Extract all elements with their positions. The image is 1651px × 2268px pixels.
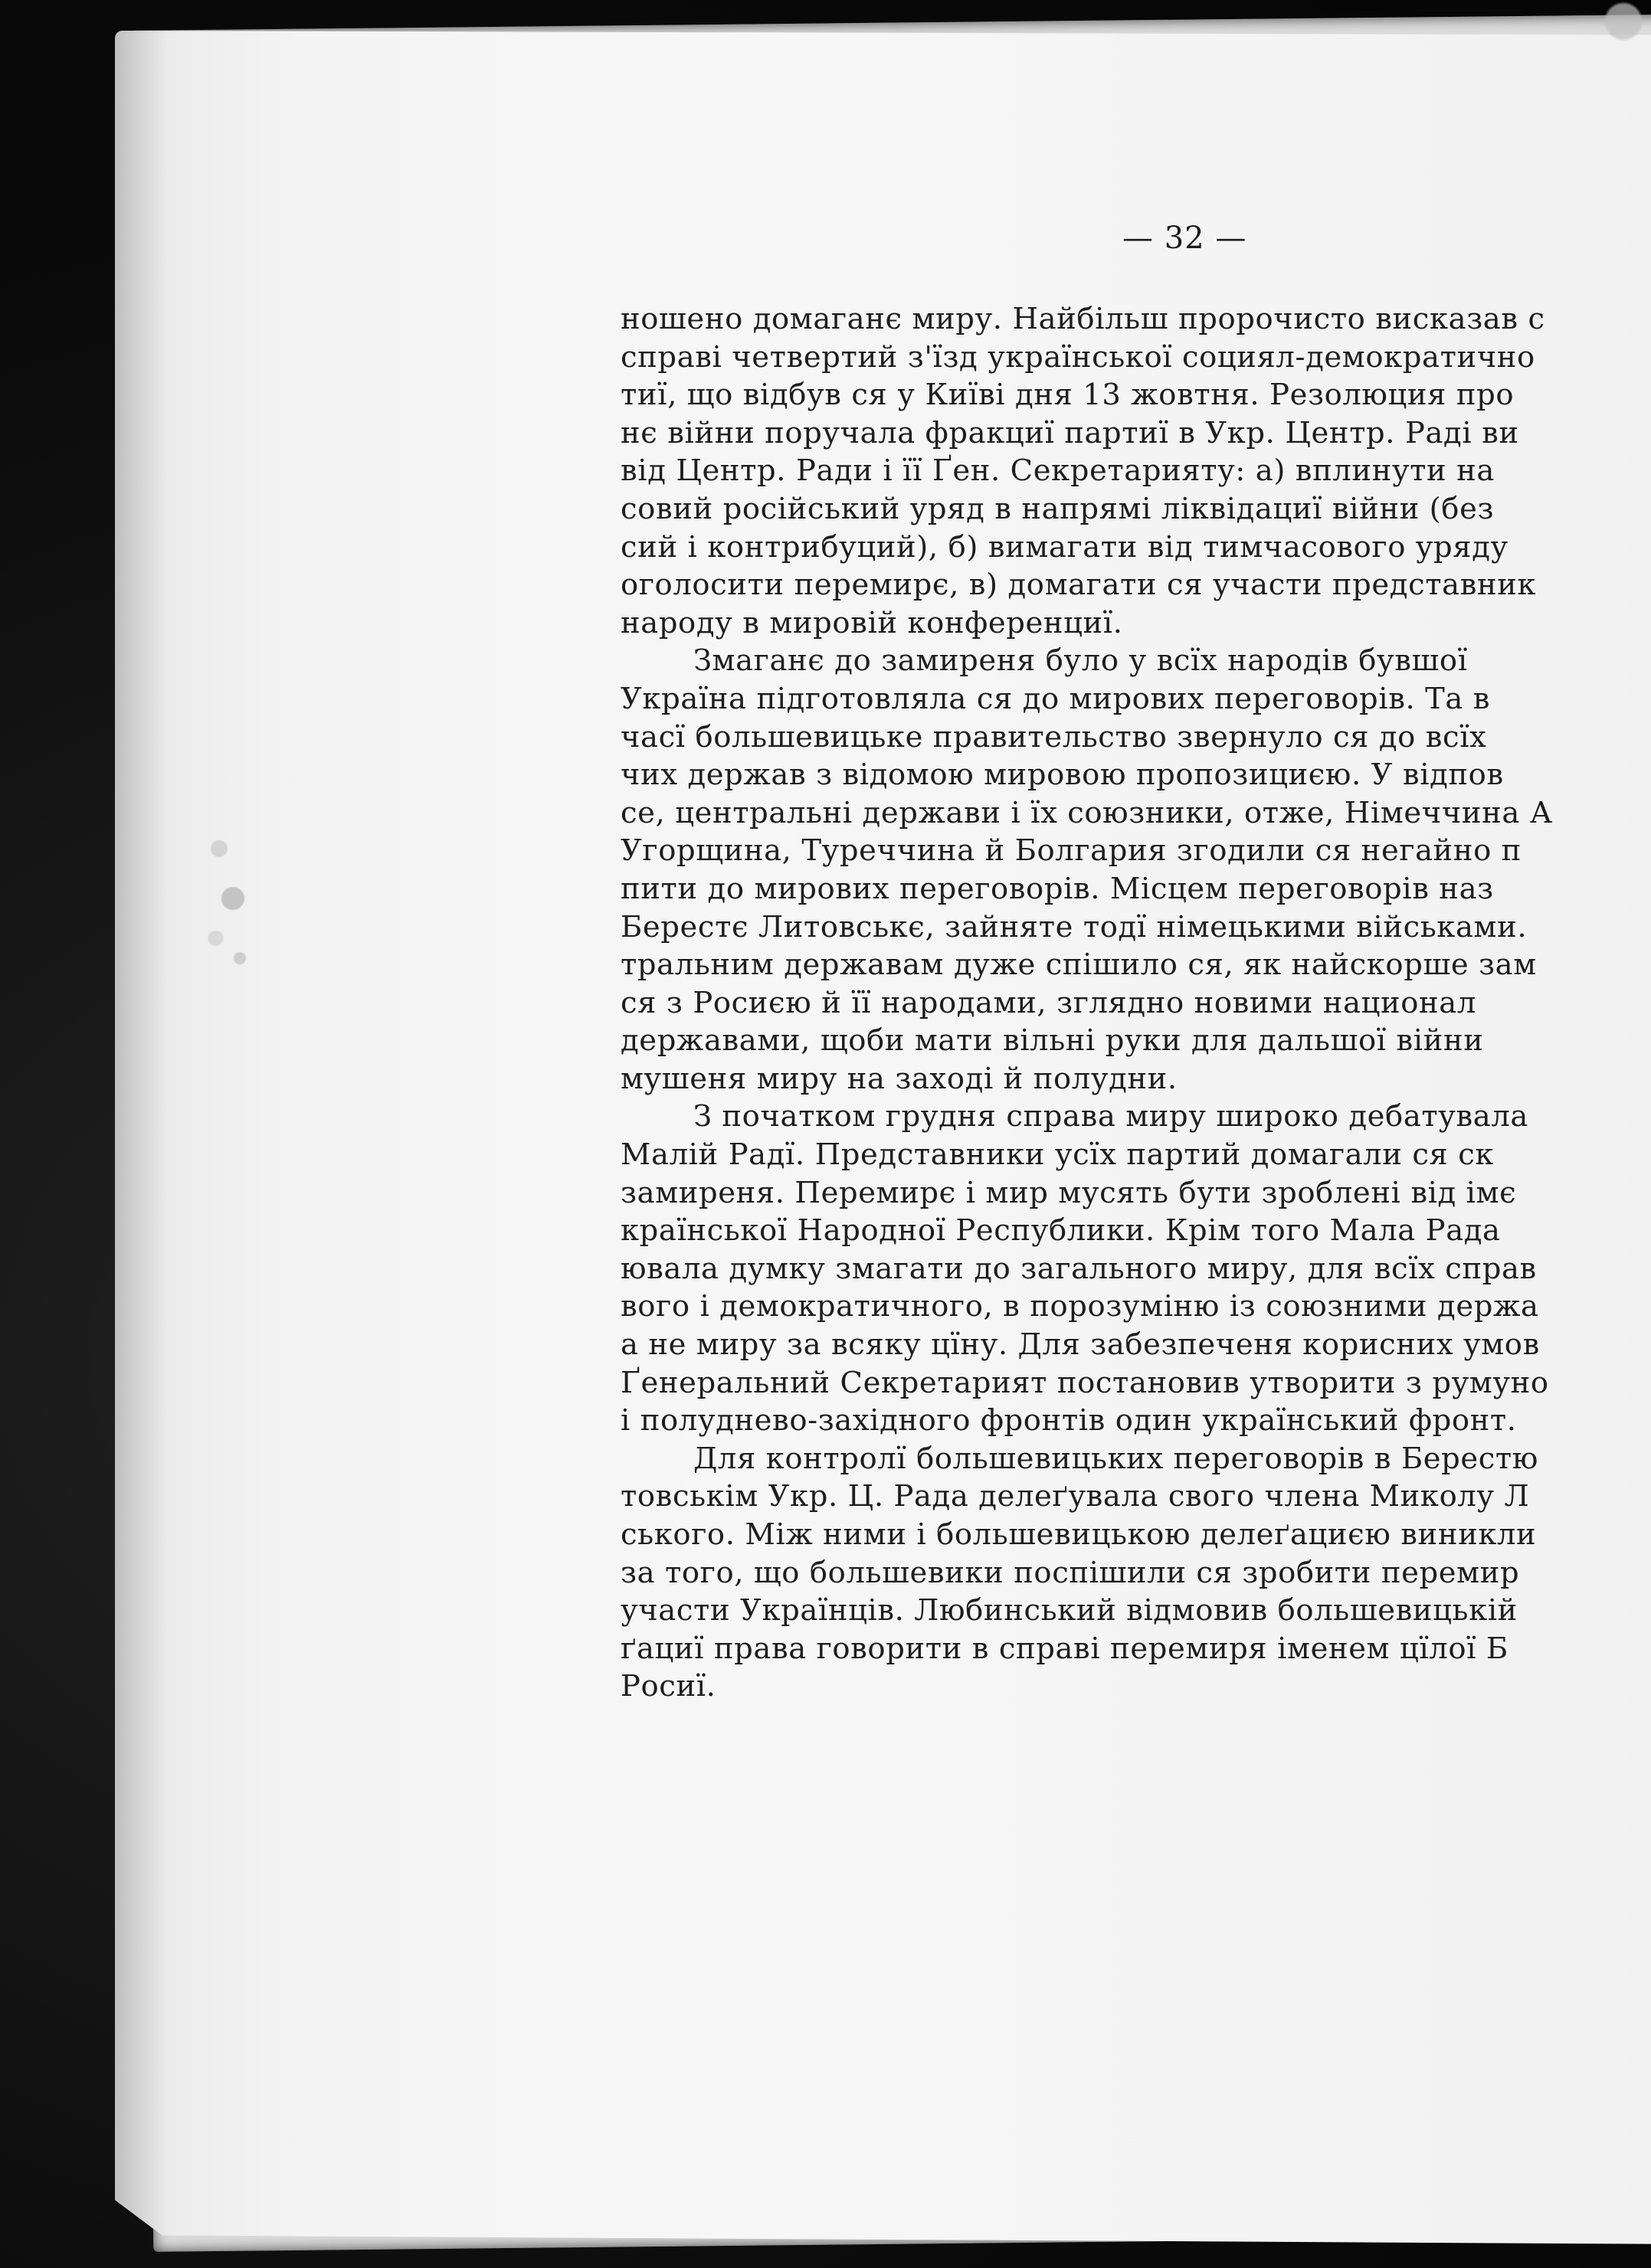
text-line: а не миру за всяку цїну. Для забезпеченя корисних умов <box>621 1327 1540 1363</box>
text-line: се, центральні держави і їх союзники, отже, Німеччина А <box>621 795 1553 830</box>
text-line: Берестє Литовськє, зайняте тодї німецькими військами. <box>621 909 1528 944</box>
text-line: ського. Між ними і большевицькою делеґациєю виникли <box>621 1517 1537 1552</box>
text-line: нє війни поручала фракциї партиї в Укр. Центр. Раді ви <box>621 415 1519 450</box>
text-line: вого і демократичного, в порозуміню із союзними держа <box>621 1289 1539 1324</box>
text-line: совий російський уряд в напрямі ліквідациї війни (без <box>621 491 1495 526</box>
text-line: часї большевицьке правительство звернуло ся до всїх <box>621 719 1487 754</box>
text-line: мушеня миру на заході й полудни. <box>621 1061 1178 1096</box>
text-line: замиреня. Перемирє і мир мусять бути зроблені від імє <box>621 1175 1517 1210</box>
text-line: народу в мировій конференциї. <box>621 605 1123 640</box>
text-line: тиї, що відбув ся у Київі дня 13 жовтня. Резолюция про <box>621 378 1515 413</box>
paper-damage <box>192 789 260 988</box>
text-line: Україна підготовляла ся до мирових переговорів. Та в <box>621 681 1491 716</box>
text-line: від Центр. Ради і її Ґен. Секретарияту: а) вплинути на <box>621 453 1495 489</box>
text-line: Угорщина, Туреччина й Болгария згодили ся негайно п <box>621 833 1522 869</box>
text-line: оголосити перемирє, в) домагати ся участи представник <box>621 568 1537 603</box>
text-line: сий і контрибуций), б) вимагати від тимчасового уряду <box>621 529 1509 565</box>
text-line: ґациї права говорити в справі перемиря іменем цїлої Б <box>621 1631 1509 1666</box>
text-line: З початком грудня справа миру широко дебатувала <box>693 1099 1528 1134</box>
text-line: Росиї. <box>621 1669 716 1704</box>
text-line: Ґенеральний Секретарият постановив утворити з румуно <box>621 1365 1549 1400</box>
text-line: Для контролї большевицьких переговорів в Берестю <box>693 1441 1538 1476</box>
text-line: Змаганє до замиреня було у всїх народів бувшої <box>693 643 1468 679</box>
body-text <box>621 300 1651 2008</box>
text-line: країнської Народної Республики. Крім того Мала Рада <box>621 1213 1501 1249</box>
text-line: ся з Росиєю й її народами, зглядно новими национал <box>621 985 1476 1020</box>
page-number: — 32 — <box>1122 221 1247 256</box>
text-line: участи Українців. Любинський відмовив большевицькій <box>621 1593 1518 1628</box>
text-line: ювала думку змагати до загального миру, для всїх справ <box>621 1251 1537 1286</box>
text-line: за того, що большевики поспішили ся зробити перемир <box>621 1555 1520 1590</box>
text-line: товськім Укр. Ц. Рада делеґувала свого члена Миколу Л <box>621 1479 1530 1514</box>
text-line: ношено домаганє миру. Найбільш пророчисто висказав с <box>621 302 1545 336</box>
text-line: Малій Радї. Представники усїх партий домагали ся ск <box>621 1137 1495 1173</box>
text-line: і полуднево-західного фронтів один український фронт. <box>621 1403 1517 1438</box>
text-line: пити до мирових переговорів. Місцем переговорів наз <box>621 871 1494 906</box>
text-line: справі четвертий з'їзд української социял-демократично <box>621 339 1535 375</box>
text-line: тральним державам дуже спішило ся, як найскорше зам <box>621 947 1537 983</box>
corner-scrap <box>1582 0 1651 54</box>
text-line: чих держав з відомою мировою пропозициєю. У відпов <box>621 758 1504 793</box>
text-line: державами, щоби мати вільні руки для дальшої війни <box>621 1023 1484 1059</box>
